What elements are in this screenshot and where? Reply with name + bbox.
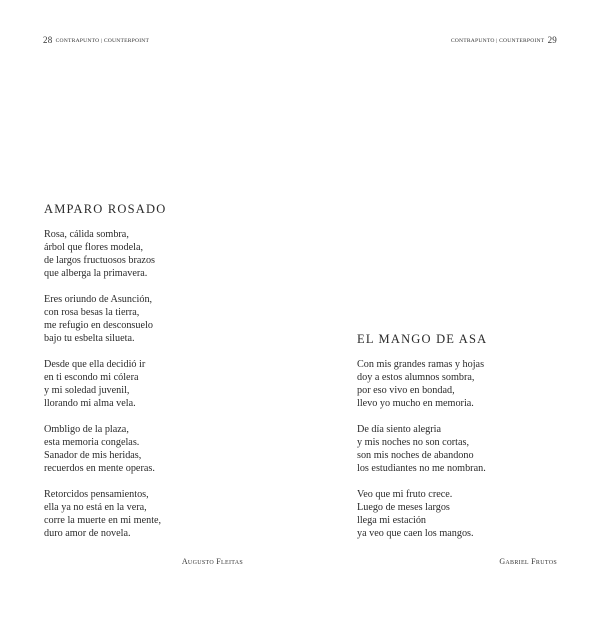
poem-line: con rosa besas la tierra, — [44, 307, 140, 318]
poem-line: me refugio en desconsuelo — [44, 320, 153, 331]
page-number: 29 — [547, 35, 557, 45]
stanza — [44, 228, 161, 280]
stanza — [357, 488, 486, 540]
stanza — [357, 423, 486, 475]
poem-line: corre la muerte en mi mente, — [44, 515, 162, 526]
poem-line: y mi soledad juvenil, — [44, 385, 130, 396]
running-head-text: CONTRAPUNTO | COUNTERPOINT — [55, 38, 150, 44]
poem-line: llevo yo mucho en memoria. — [357, 398, 474, 409]
poem-line: Desde que ella decidió ir — [44, 359, 146, 370]
poem-line: llorando mi alma vela. — [44, 398, 136, 409]
poem-line: son mis noches de abandono — [357, 450, 474, 461]
poem-line: ya veo que caen los mangos. — [357, 528, 474, 539]
poem-line: Sanador de mis heridas, — [44, 450, 142, 461]
poem-line: por eso vivo en bondad, — [357, 385, 455, 396]
poem-line: de largos fructuosos brazos — [44, 255, 155, 266]
poem-line: Veo que mi fruto crece. — [357, 489, 453, 500]
stanza — [44, 293, 161, 345]
poem-body — [357, 358, 486, 553]
poem-author: Augusto Fleitas — [181, 557, 243, 566]
poem-line: Rosa, cálida sombra, — [44, 229, 129, 240]
running-header-left — [43, 35, 149, 45]
poem-line: y mis noches no son cortas, — [357, 437, 470, 448]
poem-line: los estudiantes no me nombran. — [357, 463, 486, 474]
poem-line: llega mi estación — [357, 515, 427, 526]
poem-line: bajo tu esbelta silueta. — [44, 333, 135, 344]
poem-body — [44, 228, 161, 553]
poem-line: árbol que flores modela, — [44, 242, 144, 253]
running-header-right — [451, 35, 557, 45]
running-head-text: CONTRAPUNTO | COUNTERPOINT — [450, 38, 545, 44]
poem-line: que alberga la primavera. — [44, 268, 148, 279]
poem-line: duro amor de novela. — [44, 528, 131, 539]
poem-author: Gabriel Frutos — [499, 557, 557, 566]
poem-line: De día siento alegria — [357, 424, 442, 435]
poem-line: ella ya no está en la vera, — [44, 502, 147, 513]
poem-line: en ti escondo mi cólera — [44, 372, 139, 383]
poem-line: Eres oriundo de Asunción, — [44, 294, 153, 305]
page-number: 28 — [43, 35, 53, 45]
poem-title: EL MANGO DE ASA — [357, 332, 488, 346]
poem-line: Ombligo de la plaza, — [44, 424, 129, 435]
right-page — [300, 0, 600, 628]
poem-line: recuerdos en mente operas. — [44, 463, 155, 474]
stanza — [44, 488, 161, 540]
poem-line: Con mis grandes ramas y hojas — [357, 359, 485, 370]
poem-line: doy a estos alumnos sombra, — [357, 372, 475, 383]
stanza — [44, 358, 161, 410]
poem-line: Retorcidos pensamientos, — [44, 489, 149, 500]
poem-title: AMPARO ROSADO — [44, 202, 167, 216]
stanza — [44, 423, 161, 475]
poem-line: Luego de meses largos — [357, 502, 450, 513]
stanza — [357, 358, 486, 410]
poem-line: esta memoria congelas. — [44, 437, 140, 448]
